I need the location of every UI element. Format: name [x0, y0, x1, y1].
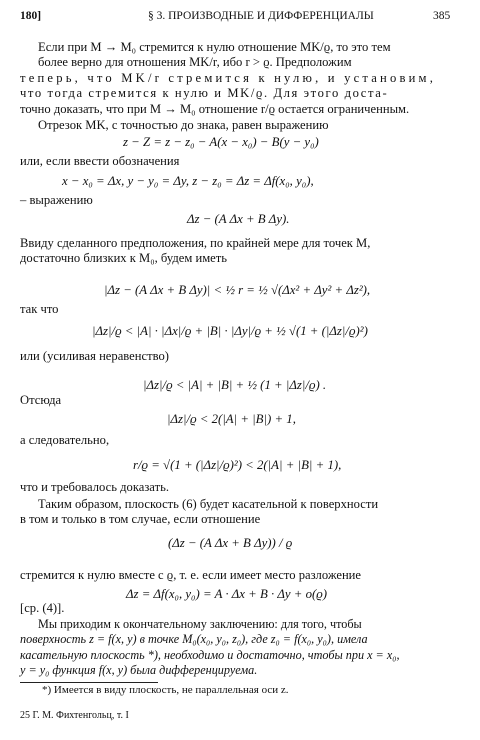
paragraph-14-line-3: касательную плоскость *), необходимо и достаточно, чтобы при x = x₀, [20, 647, 400, 662]
paragraph-5-line-2: достаточно близких к M₀, будем иметь [20, 251, 227, 266]
paragraph-2-line-1: Отрезок MK, с точностью до знака, равен выражению [38, 118, 329, 132]
text-expression: – выражению [20, 193, 93, 207]
paragraph-5 [20, 236, 458, 267]
header-section-number: 180] [20, 10, 42, 22]
paragraph-5-line-1: Ввиду сделанного предположения, по крайней мере для точек M, [20, 236, 371, 250]
page-number: 385 [433, 10, 451, 22]
paragraph-14 [20, 617, 458, 679]
equation-9: (Δz − (A Δx + B Δy)) / ϱ [168, 536, 293, 550]
text-hence: Отсюда [20, 393, 62, 407]
paragraph-11-line-1: Таким образом, плоскость (6) будет касательной к поверхности [38, 497, 379, 511]
text-consequently: а следовательно, [20, 433, 110, 447]
signature-mark: 25 Г. М. Фихтенгольц, т. I [20, 710, 129, 721]
paragraph-1-line-3: теперь, что MK/r стремится к нулю, и установим, [20, 70, 437, 85]
paragraph-1-line-4: что тогда стремится к нулю и MK/ϱ. Для этого доста- [20, 86, 389, 101]
equation-10: Δz = Δf(x₀, y₀) = A · Δx + B · Δy + o(ϱ) [126, 587, 328, 601]
equation-4: |Δz − (A Δx + B Δy)| < ½ r = ½ √(Δx² + Δy² + Δz²), [104, 283, 371, 297]
text-qed: что и требовалось доказать. [20, 480, 169, 494]
footnote: *) Имеется в виду плоскость, не параллельная оси z. [42, 684, 289, 696]
text-tends-to-zero: стремится к нулю вместе с ϱ, т. е. если имеет место разложение [20, 568, 362, 582]
text-strengthen: или (усиливая неравенство) [20, 349, 169, 363]
equation-5: |Δz|/ϱ < |A| · |Δx|/ϱ + |B| · |Δy|/ϱ + ½ √(1 + (|Δz|/ϱ)²) [92, 324, 368, 338]
text-notation-intro: или, если ввести обозначения [20, 154, 180, 168]
header-chapter-title: § 3. ПРОИЗВОДНЫЕ И ДИФФЕРЕНЦИАЛЫ [148, 10, 374, 22]
paragraph-11-line-2: в том и только в том случае, если отношение [20, 512, 261, 527]
paragraph-2 [20, 118, 458, 133]
equation-8: r/ϱ = √(1 + (|Δz|/ϱ)²) < 2(|A| + |B| + 1), [133, 458, 342, 472]
paragraph-14-line-1: Мы приходим к окончательному заключению: для того, чтобы [38, 617, 362, 631]
paragraph-1-line-5: точно доказать, что при M → M₀ отношение r/ϱ остается ограниченным. [20, 101, 410, 116]
text-reference: [ср. (4)]. [20, 601, 65, 615]
equation-1: z − Z = z − z₀ − A(x − x₀) − B(y − y₀) [123, 135, 319, 149]
paragraph-1-line-2: более верно для отношения MK/r, ибо r > ϱ. Предположим [38, 55, 352, 70]
paragraph-1-line-1: Если при M → M₀ стремится к нулю отношение MK/ϱ, то это тем [38, 40, 391, 54]
equation-7: |Δz|/ϱ < 2(|A| + |B|) + 1, [167, 412, 296, 426]
paragraph-11 [20, 497, 458, 528]
equation-3: Δz − (A Δx + B Δy). [187, 212, 290, 226]
equation-6: |Δz|/ϱ < |A| + |B| + ½ (1 + |Δz|/ϱ) . [143, 378, 327, 392]
paragraph-1 [20, 40, 458, 117]
footnote-rule [20, 682, 158, 683]
equation-2: x − x₀ = Δx, y − y₀ = Δy, z − z₀ = Δz = Δf(x₀, y₀), [62, 174, 314, 188]
text-so-that: так что [20, 302, 59, 316]
paragraph-14-line-4: y = y₀ функция f(x, y) была дифференцируема. [20, 663, 258, 678]
paragraph-14-line-2: поверхность z = f(x, y) в точке M₀(x₀, y₀, z₀), где z₀ = f(x₀, y₀), имела [20, 632, 368, 647]
